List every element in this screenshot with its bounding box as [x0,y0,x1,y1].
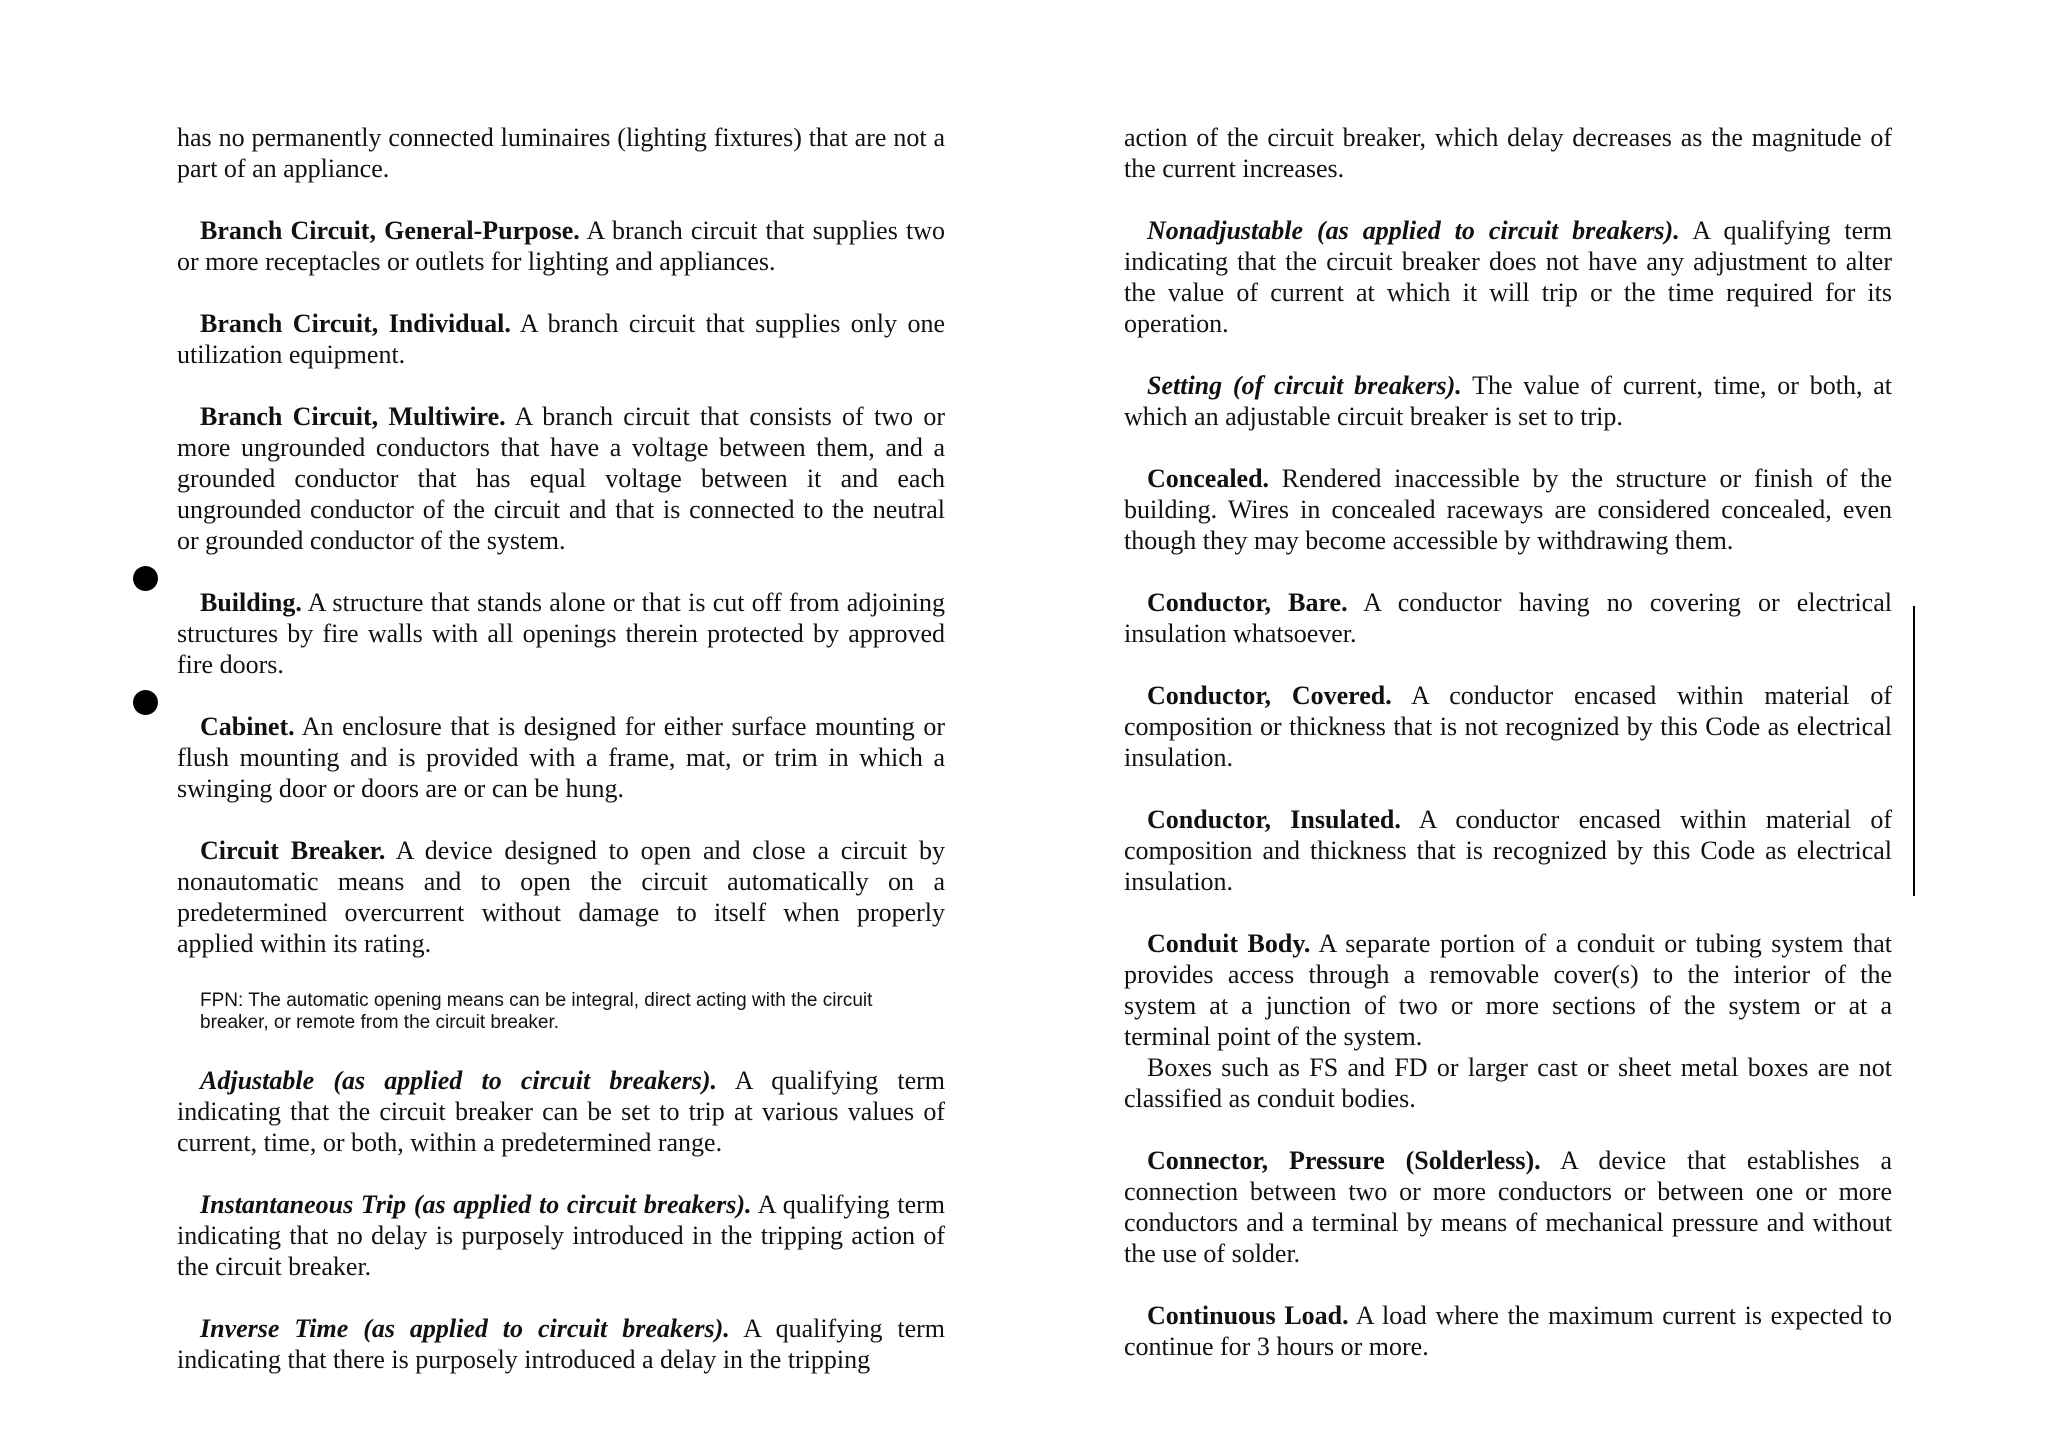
definition-term: Nonadjustable (as applied to circuit breakers). [1147,216,1680,245]
definition-inverse-time [177,1313,945,1375]
right-column [1124,122,1892,1362]
definition-branch-circuit-individual [177,308,945,370]
definition-term: Building. [200,588,302,617]
definition-term: Conductor, Bare. [1147,588,1348,617]
definition-building [177,587,945,680]
definition-term: Setting (of circuit breakers). [1147,371,1462,400]
definition-term: Conductor, Covered. [1147,681,1392,710]
definition-term: Circuit Breaker. [200,836,386,865]
fine-print-note: FPN: The automatic opening means can be integral, direct acting with the circuit breaker, or remote from the circuit breaker. [200,990,873,1033]
definition-text: The value of current, time, or both, at which an adjustable circuit breaker is set to trip. [1124,371,1893,431]
definition-text: A conductor having no covering or electrical insulation whatsoever. [1124,588,1892,648]
definition-text: Rendered inaccessible by the structure or finish of the building. Wires in concealed raceways are considered concealed, even though they may become accessible by withdrawing them. [1124,464,1892,555]
definition-term: Connector, Pressure (Solderless). [1147,1146,1541,1175]
definition-text: A device that establishes a connection between two or more conductors or between one or more conductors and a terminal by means of mechanical pressure and without the use of solder. [1124,1146,1892,1268]
definition-text: A qualifying term indicating that the circuit breaker does not have any adjustment to alter the value of current at which it will trip or the time required for its operation. [1124,216,1893,338]
definition-text: A branch circuit that supplies two or more receptacles or outlets for lighting and appliances. [177,216,945,276]
revision-bullet-icon [133,690,158,715]
definition-text: A qualifying term indicating that no delay is purposely introduced in the tripping action of the circuit breaker. [177,1190,945,1281]
definition-term: Branch Circuit, Individual. [200,309,511,338]
definition-conductor-insulated [1124,804,1892,897]
definition-setting [1124,370,1892,432]
definition-text: A qualifying term indicating that the circuit breaker can be set to trip at various values of current, time, or both, within a predetermined range. [177,1066,945,1157]
definition-text: A qualifying term indicating that there is purposely introduced a delay in the tripping [177,1314,946,1374]
definition-instantaneous-trip [177,1189,945,1282]
continued-paragraph: has no permanently connected luminaires (lighting fixtures) that are not a part of an appliance. [177,123,945,183]
continued-paragraph: action of the circuit breaker, which delay decreases as the magnitude of the current increases. [1124,123,1892,183]
definition-nonadjustable [1124,215,1892,339]
definition-circuit-breaker [177,835,945,959]
definition-text: A conductor encased within material of composition or thickness that is not recognized by this Code as electrical insulation. [1124,681,1892,772]
definition-term: Conduit Body. [1147,929,1311,958]
definition-term: Concealed. [1147,464,1270,493]
definition-text: A separate portion of a conduit or tubing system that provides access through a removable cover(s) to the interior of the system at a junction of two or more sections of the system or at a terminal point of the system. [1124,929,1892,1051]
definition-concealed [1124,463,1892,556]
definition-term: Adjustable (as applied to circuit breakers). [200,1066,717,1095]
definition-conductor-covered [1124,680,1892,773]
definition-text: A branch circuit that supplies only one utilization equipment. [177,309,945,369]
definition-text: A device designed to open and close a circuit by nonautomatic means and to open the circuit automatically on a predetermined overcurrent without damage to itself when properly applied within its rating. [177,836,945,958]
definition-term: Instantaneous Trip (as applied to circuit breakers). [200,1190,752,1219]
definition-term: Inverse Time (as applied to circuit breakers). [200,1314,730,1343]
definition-cabinet [177,711,945,804]
definition-term: Cabinet. [200,712,295,741]
definition-branch-circuit-general-purpose [177,215,945,277]
definition-term: Conductor, Insulated. [1147,805,1401,834]
definition-text: A branch circuit that consists of two or more ungrounded conductors that have a voltage between them, and a grounded conductor that has equal voltage between it and each ungrounded conductor of the circuit and that is connected to the neutral or grounded conductor of the system. [177,402,945,555]
conduit-body-continuation: Boxes such as FS and FD or larger cast or sheet metal boxes are not classified as conduit bodies. [1124,1053,1892,1113]
definition-term: Branch Circuit, General-Purpose. [200,216,580,245]
definition-adjustable [177,1065,945,1158]
definition-continuous-load [1124,1300,1892,1362]
definition-text: An enclosure that is designed for either surface mounting or flush mounting and is provided with a frame, mat, or trim in which a swinging door or doors are or can be hung. [177,712,945,803]
definition-text: A conductor encased within material of composition and thickness that is recognized by this Code as electrical insulation. [1124,805,1892,896]
definition-conductor-bare [1124,587,1892,649]
definition-conduit-body [1124,928,1892,1052]
definition-branch-circuit-multiwire [177,401,945,556]
revision-change-bar [1913,606,1915,896]
definition-text: A load where the maximum current is expected to continue for 3 hours or more. [1124,1301,1893,1361]
definition-term: Continuous Load. [1147,1301,1349,1330]
definition-term: Branch Circuit, Multiwire. [200,402,506,431]
definition-text: A structure that stands alone or that is cut off from adjoining structures by fire walls with all openings therein protected by approved fire doors. [177,588,945,679]
revision-bullet-icon [133,566,158,591]
left-column [177,122,945,1375]
definition-connector-pressure [1124,1145,1892,1269]
